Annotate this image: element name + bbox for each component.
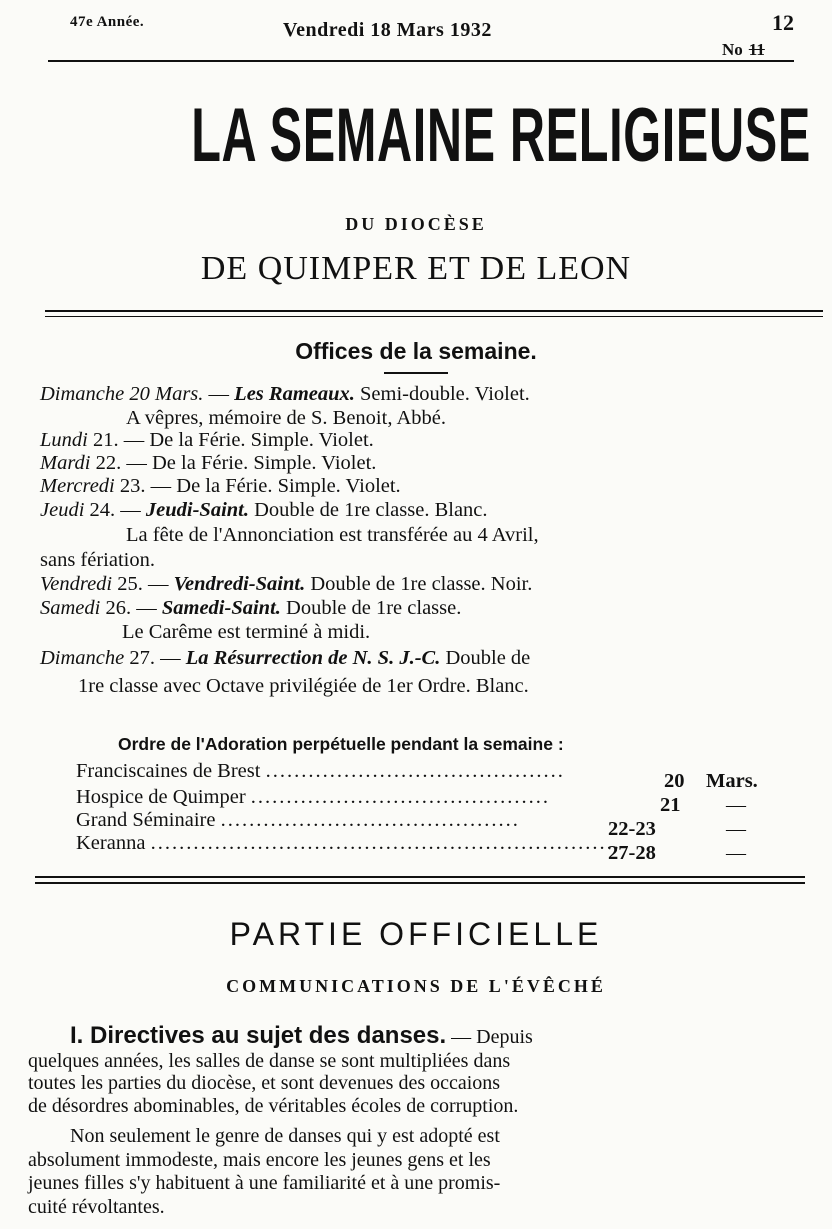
adoration-heading: Ordre de l'Adoration perpétuelle pendant la semaine : xyxy=(118,734,564,754)
adoration-dash: — xyxy=(726,794,746,816)
office-line: Le Carême est terminé à midi. xyxy=(122,621,371,643)
adoration-days: 27-28 xyxy=(608,842,656,864)
offices-heading: Offices de la semaine. xyxy=(295,338,537,364)
official-heading: PARTIE OFFICIELLE xyxy=(229,916,603,952)
office-line: A vêpres, mémoire de S. Benoit, Abbé. xyxy=(126,407,446,429)
adoration-days: 21 xyxy=(660,794,681,816)
adoration-dash: — xyxy=(726,842,746,864)
adoration-row: Keranna .................................................................. xyxy=(76,832,621,854)
issue-number-struck: 11 xyxy=(748,40,765,59)
office-line: Samedi 26. — Samedi-Saint. Double de 1re classe. xyxy=(40,597,462,619)
office-line: sans fériation. xyxy=(40,549,155,571)
masthead-title: LA SEMAINE RELIGIEUSE xyxy=(191,93,811,178)
body-line: cuité révoltantes. xyxy=(28,1196,165,1218)
adoration-days: 20 xyxy=(664,770,685,792)
office-line: Dimanche 20 Mars. — Les Rameaux. Semi-double. Violet. xyxy=(40,383,530,405)
adoration-dash: — xyxy=(726,818,746,840)
offices-heading-rule xyxy=(384,372,448,374)
body-line: toutes les parties du diocèse, et sont devenues des occaions xyxy=(28,1072,501,1094)
official-subheading: COMMUNICATIONS DE L'ÉVÊCHÉ xyxy=(226,976,606,996)
adoration-row: Hospice de Quimper .......................................... xyxy=(76,786,551,808)
body-line: Non seulement le genre de danses qui y est adopté est xyxy=(70,1125,500,1147)
issue-number-handwritten: 12 xyxy=(772,10,794,35)
issue-number-label: No xyxy=(722,40,743,59)
body-line: absolument immodeste, mais encore les jeunes gens et les xyxy=(28,1149,491,1171)
office-line: Jeudi 24. — Jeudi-Saint. Double de 1re classe. Blanc. xyxy=(40,499,488,521)
office-line: Lundi 21. — De la Férie. Simple. Violet. xyxy=(40,429,374,451)
body-line: jeunes filles s'y habituent à une familiarité et à une promis- xyxy=(28,1172,501,1194)
masthead-subtitle-1: DU DIOCÈSE xyxy=(345,214,487,234)
section-first-line: I. Directives au sujet des danses. — Depuis xyxy=(70,1022,533,1049)
section-rule xyxy=(35,876,805,884)
header-rule xyxy=(48,60,794,62)
masthead-subtitle-2: DE QUIMPER ET DE LEON xyxy=(200,250,632,287)
office-line: Mardi 22. — De la Férie. Simple. Violet. xyxy=(40,452,377,474)
body-line: de désordres abominables, de véritables écoles de corruption. xyxy=(28,1095,519,1117)
masthead-rule xyxy=(45,310,823,317)
office-line: 1re classe avec Octave privilégiée de 1er Ordre. Blanc. xyxy=(78,675,529,697)
adoration-days: 22-23 xyxy=(608,818,656,840)
adoration-month: Mars. xyxy=(706,770,758,792)
adoration-row: Grand Séminaire .......................................... xyxy=(76,809,520,831)
office-line: Mercredi 23. — De la Férie. Simple. Violet. xyxy=(40,475,401,497)
office-line: La fête de l'Annonciation est transférée au 4 Avril, xyxy=(126,524,539,546)
issue-date: Vendredi 18 Mars 1932 xyxy=(283,19,492,41)
adoration-row: Franciscaines de Brest .......................................... xyxy=(76,760,565,782)
year-label: 47e Année. xyxy=(70,14,145,30)
section-heading: I. Directives au sujet des danses. xyxy=(70,1022,447,1049)
office-line: Vendredi 25. — Vendredi-Saint. Double de 1re classe. Noir. xyxy=(40,573,533,595)
issue-number xyxy=(722,40,765,60)
office-line: Dimanche 27. — La Résurrection de N. S. J.-C. Double de xyxy=(40,647,531,669)
body-line: quelques années, les salles de danse se sont multipliées dans xyxy=(28,1050,511,1072)
